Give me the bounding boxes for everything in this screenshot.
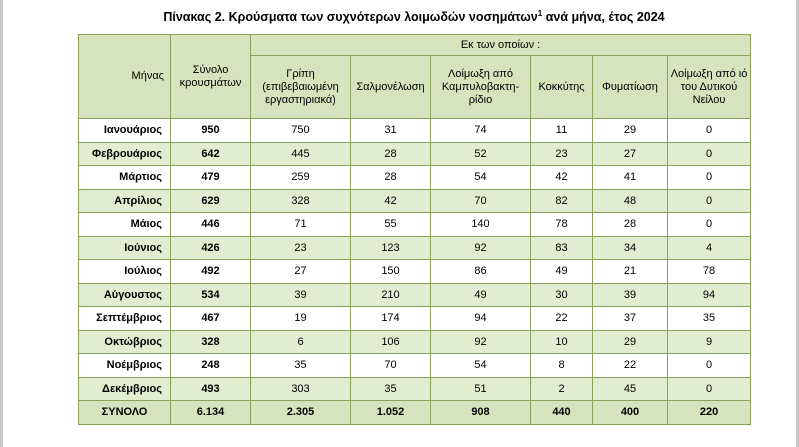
cell-campylobacter: 49 — [431, 283, 531, 307]
cell-campylobacter: 86 — [431, 260, 531, 284]
cell-campylobacter: 74 — [431, 119, 531, 143]
cell-total: 479 — [171, 166, 251, 190]
header-campylobacter: Λοίμωξη από Καμπυλοβακτη-ρίδιο — [431, 56, 531, 119]
cell-campylobacter: 908 — [431, 401, 531, 425]
cell-total: 6.134 — [171, 401, 251, 425]
total-row — [79, 401, 751, 425]
cell-salmonella: 1.052 — [351, 401, 431, 425]
cell-flu: 27 — [251, 260, 351, 284]
header-flu: Γρίπη (επιβεβαιωμένη εργαστηριακά) — [251, 56, 351, 119]
cell-westnile: 0 — [668, 119, 751, 143]
cell-salmonella: 42 — [351, 189, 431, 213]
cell-tb: 34 — [593, 236, 668, 260]
cell-flu: 303 — [251, 377, 351, 401]
cell-salmonella: 28 — [351, 142, 431, 166]
table-row — [79, 142, 751, 166]
table-row — [79, 166, 751, 190]
cell-scarlet: 49 — [531, 260, 593, 284]
cell-scarlet: 30 — [531, 283, 593, 307]
cell-salmonella: 174 — [351, 307, 431, 331]
window-border-left — [0, 0, 3, 447]
cell-tb: 39 — [593, 283, 668, 307]
cell-westnile: 0 — [668, 377, 751, 401]
cell-total: 642 — [171, 142, 251, 166]
cell-flu: 6 — [251, 330, 351, 354]
table-row — [79, 307, 751, 331]
cell-tb: 45 — [593, 377, 668, 401]
cell-flu: 23 — [251, 236, 351, 260]
cell-salmonella: 55 — [351, 213, 431, 237]
cell-month: Ιούνιος — [79, 236, 171, 260]
cell-westnile: 4 — [668, 236, 751, 260]
cell-campylobacter: 92 — [431, 236, 531, 260]
cell-westnile: 94 — [668, 283, 751, 307]
cell-total: 328 — [171, 330, 251, 354]
cell-tb: 400 — [593, 401, 668, 425]
cell-month: Αύγουστος — [79, 283, 171, 307]
cell-westnile: 220 — [668, 401, 751, 425]
cell-tb: 29 — [593, 330, 668, 354]
cell-campylobacter: 54 — [431, 354, 531, 378]
cell-salmonella: 123 — [351, 236, 431, 260]
cell-westnile: 35 — [668, 307, 751, 331]
cell-total: 467 — [171, 307, 251, 331]
cell-flu: 35 — [251, 354, 351, 378]
cell-scarlet: 83 — [531, 236, 593, 260]
cell-salmonella: 35 — [351, 377, 431, 401]
cell-campylobacter: 52 — [431, 142, 531, 166]
header-salmonella: Σαλμονέλωση — [351, 56, 431, 119]
cell-salmonella: 70 — [351, 354, 431, 378]
cell-total: 492 — [171, 260, 251, 284]
cell-month: Δεκέμβριος — [79, 377, 171, 401]
header-tb: Φυματίωση — [593, 56, 668, 119]
table-row — [79, 354, 751, 378]
table-row — [79, 213, 751, 237]
cell-salmonella: 150 — [351, 260, 431, 284]
cell-month: Μάρτιος — [79, 166, 171, 190]
cell-flu: 445 — [251, 142, 351, 166]
cell-month: ΣΥΝΟΛΟ — [79, 401, 171, 425]
cell-westnile: 78 — [668, 260, 751, 284]
cell-westnile: 0 — [668, 166, 751, 190]
table-row — [79, 189, 751, 213]
cell-flu: 328 — [251, 189, 351, 213]
table-row — [79, 283, 751, 307]
cell-westnile: 0 — [668, 213, 751, 237]
cell-campylobacter: 92 — [431, 330, 531, 354]
cell-scarlet: 42 — [531, 166, 593, 190]
cell-flu: 39 — [251, 283, 351, 307]
cell-total: 426 — [171, 236, 251, 260]
cell-tb: 22 — [593, 354, 668, 378]
cell-scarlet: 82 — [531, 189, 593, 213]
cell-salmonella: 31 — [351, 119, 431, 143]
cell-salmonella: 106 — [351, 330, 431, 354]
cell-campylobacter: 140 — [431, 213, 531, 237]
table-body — [79, 119, 751, 425]
cell-campylobacter: 70 — [431, 189, 531, 213]
cell-flu: 19 — [251, 307, 351, 331]
cell-flu: 259 — [251, 166, 351, 190]
cell-tb: 48 — [593, 189, 668, 213]
cell-scarlet: 78 — [531, 213, 593, 237]
table-title: Πίνακας 2. Κρούσματα των συχνότερων λοιμωδών νοσημάτων$^1$ ανά μήνα, έτος 2024 — [163, 9, 665, 25]
cell-flu: 2.305 — [251, 401, 351, 425]
cell-total: 629 — [171, 189, 251, 213]
cases-table — [78, 34, 751, 425]
cell-scarlet: 23 — [531, 142, 593, 166]
header-group: Εκ των οποίων : — [251, 35, 751, 56]
cell-westnile: 0 — [668, 142, 751, 166]
cell-month: Φεβρουάριος — [79, 142, 171, 166]
cell-scarlet: 8 — [531, 354, 593, 378]
cell-westnile: 9 — [668, 330, 751, 354]
cell-total: 950 — [171, 119, 251, 143]
cell-salmonella: 210 — [351, 283, 431, 307]
cell-month: Μάιος — [79, 213, 171, 237]
cell-westnile: 0 — [668, 354, 751, 378]
cell-tb: 27 — [593, 142, 668, 166]
header-westnile: Λοίμωξη από ιό του Δυτικού Νείλου — [668, 56, 751, 119]
cell-tb: 29 — [593, 119, 668, 143]
cell-month: Ιούλιος — [79, 260, 171, 284]
cell-tb: 37 — [593, 307, 668, 331]
table-row — [79, 330, 751, 354]
table-row — [79, 377, 751, 401]
table-row — [79, 236, 751, 260]
header-month: Μήνας — [79, 35, 171, 119]
cell-scarlet: 440 — [531, 401, 593, 425]
table-row — [79, 260, 751, 284]
table-row — [79, 119, 751, 143]
cell-month: Νοέμβριος — [79, 354, 171, 378]
cell-scarlet: 11 — [531, 119, 593, 143]
header-total: Σύνολο κρουσμάτων — [171, 35, 251, 119]
cell-campylobacter: 94 — [431, 307, 531, 331]
cell-scarlet: 2 — [531, 377, 593, 401]
cell-total: 248 — [171, 354, 251, 378]
cell-total: 446 — [171, 213, 251, 237]
header-scarlet: Κοκκύτης — [531, 56, 593, 119]
cell-scarlet: 22 — [531, 307, 593, 331]
cell-flu: 750 — [251, 119, 351, 143]
cell-scarlet: 10 — [531, 330, 593, 354]
cell-month: Σεπτέμβριος — [79, 307, 171, 331]
cell-tb: 21 — [593, 260, 668, 284]
cell-salmonella: 28 — [351, 166, 431, 190]
cell-month: Οκτώβριος — [79, 330, 171, 354]
cell-month: Ιανουάριος — [79, 119, 171, 143]
cell-month: Απρίλιος — [79, 189, 171, 213]
cell-campylobacter: 54 — [431, 166, 531, 190]
cell-total: 534 — [171, 283, 251, 307]
cell-flu: 71 — [251, 213, 351, 237]
cell-total: 493 — [171, 377, 251, 401]
cell-tb: 28 — [593, 213, 668, 237]
cell-tb: 41 — [593, 166, 668, 190]
cell-campylobacter: 51 — [431, 377, 531, 401]
cell-westnile: 0 — [668, 189, 751, 213]
